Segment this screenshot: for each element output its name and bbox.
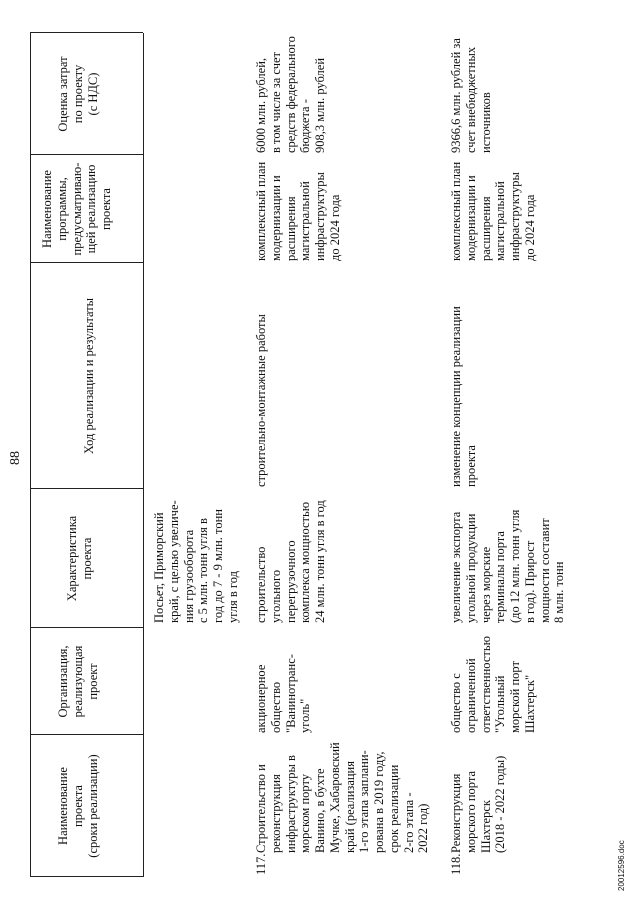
header-divider-5 bbox=[30, 154, 143, 155]
header-project-name: Наименование проекта (сроки реализации) bbox=[56, 754, 100, 858]
header-progress: Ход реализации и результаты bbox=[82, 297, 96, 455]
continuation-characteristic: Посьет, Приморский край, с целью увеличе- ния грузооборота с 5 млн. тонн угля в год до 7 - 9 млн. тонн угля в год bbox=[152, 500, 240, 623]
header-characteristic: Характеристика проекта bbox=[65, 515, 94, 602]
row-117-program: комплексный план модернизации и расширения магистральной инфраструктуры до 2024 года bbox=[254, 161, 342, 261]
header-program: Наименование программы, предусматриваю- щей реализацию проекта bbox=[40, 162, 113, 256]
table-top-border bbox=[30, 33, 31, 877]
header-divider-1 bbox=[30, 734, 143, 735]
row-117-organization: акционерное общество "Ванинотранс- уголь" bbox=[254, 654, 313, 733]
row-118-cost: 9366,6 млн. рублей за счет внебюджетных источников bbox=[449, 38, 493, 153]
row-117-name: Строительство и реконструкция инфраструктуры в морском порту Ванино, в бухте Мучке, Хабаровский край (реализация 1-го этапа заплани- рована в 2019 году, срок реализации 2-го этапа - 2022 год) bbox=[254, 742, 431, 853]
row-118-characteristic: увеличение экспорта угольной продукции через морские терминалы порта (до 12 млн. тонн угля в год). Прирост мощности составит 8 млн. тонн bbox=[449, 509, 567, 623]
row-117-characteristic: строительство угольного перегрузочного комплекса мощностью 24 млн. тонн угля в год bbox=[254, 500, 327, 623]
row-117-number: 117. bbox=[254, 853, 268, 875]
header-bottom-border bbox=[143, 33, 144, 877]
header-left-border bbox=[30, 876, 143, 877]
header-organization: Организация, реализующая проект bbox=[56, 645, 100, 718]
document-id: 20012596.doc bbox=[617, 840, 626, 891]
header-cost: Оценка затрат по проекту (с НДС) bbox=[56, 56, 100, 132]
row-118-number: 118. bbox=[449, 853, 463, 875]
header-divider-3 bbox=[30, 488, 143, 489]
row-118-organization: общество с ограниченной ответственностью "Угольный морской порт Шахтерск" bbox=[449, 636, 537, 733]
header-divider-4 bbox=[30, 262, 143, 263]
row-117-progress: строительно-монтажные работы bbox=[254, 314, 268, 487]
page-number: 88 bbox=[8, 451, 23, 465]
row-118-program: комплексный план модернизации и расширения магистральной инфраструктуры до 2024 года bbox=[449, 161, 537, 261]
header-divider-2 bbox=[30, 627, 143, 628]
header-right-border bbox=[30, 32, 143, 33]
row-118-progress: изменение концепции реализации проекта bbox=[449, 306, 478, 487]
row-117-cost: 6000 млн. рублей, в том числе за счет средств федерального бюджета - 908,3 млн. рублей bbox=[254, 36, 327, 153]
row-118-name: Реконструкция морского порта Шахтерск (2018 - 2022 годы) bbox=[449, 755, 508, 853]
